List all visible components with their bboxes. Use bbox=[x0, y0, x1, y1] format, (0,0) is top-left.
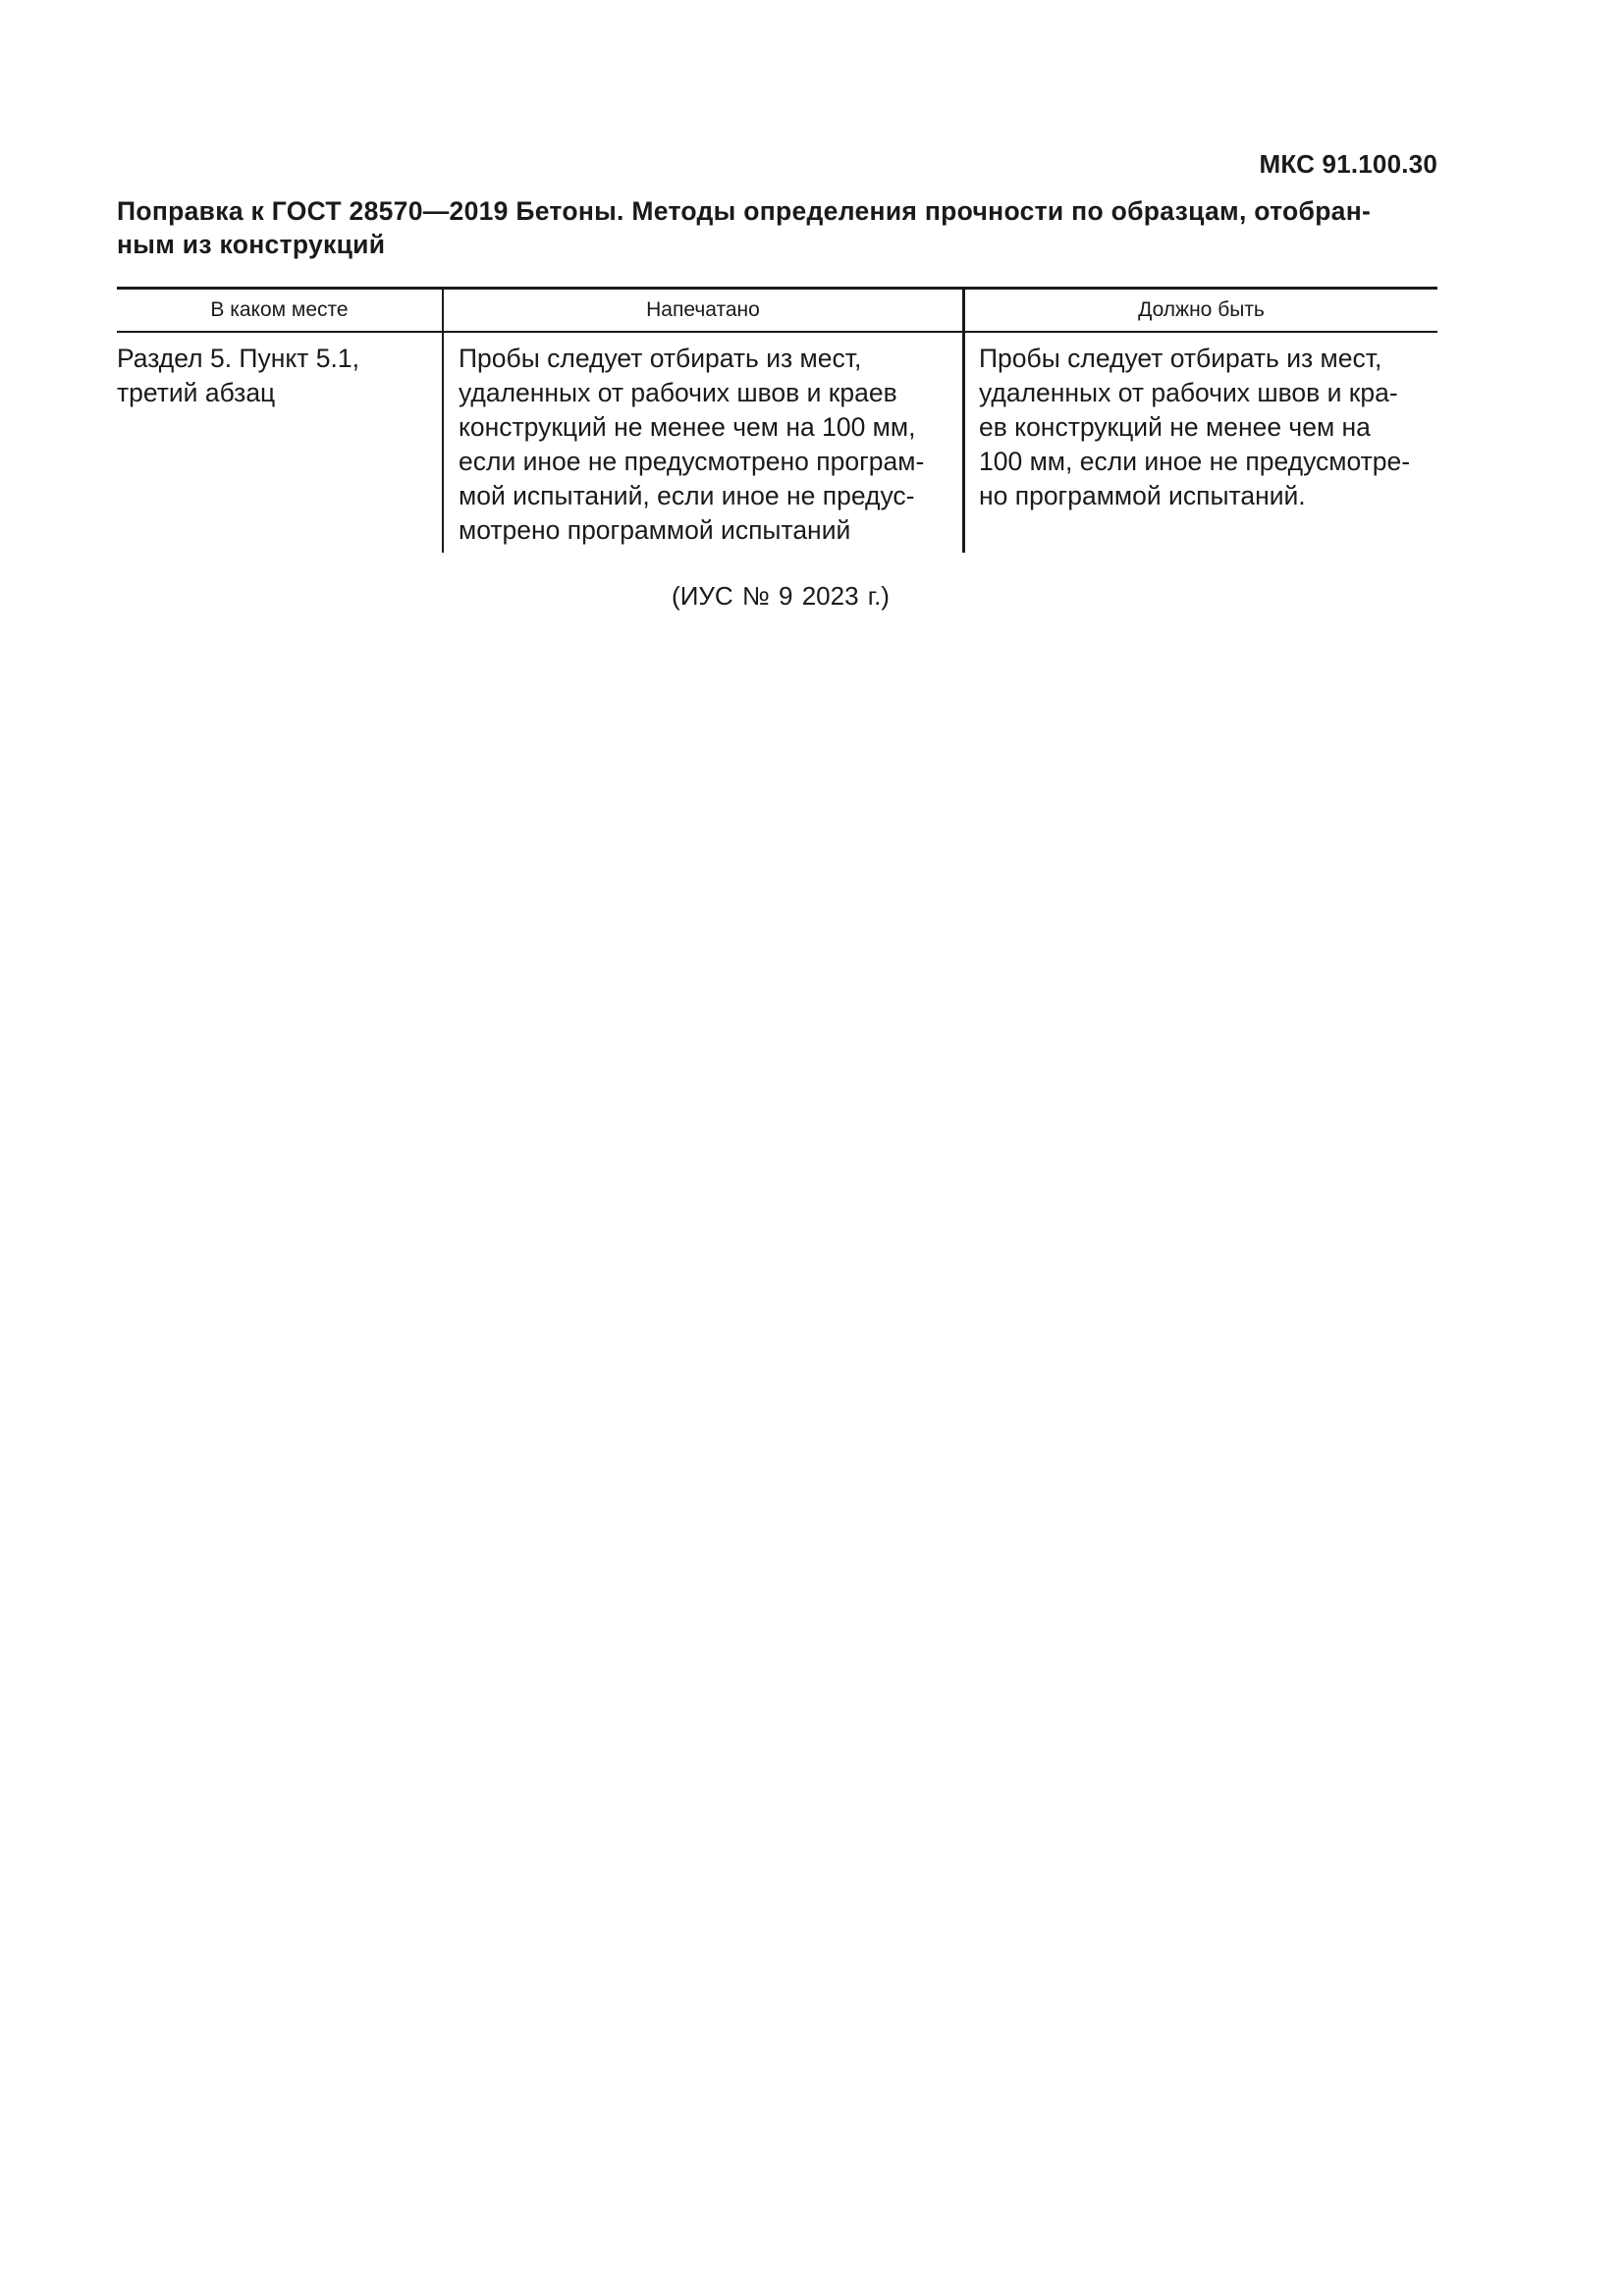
column-header-printed: Напечатано bbox=[646, 298, 760, 321]
table-header-rule bbox=[117, 331, 1437, 333]
document-title: Поправка к ГОСТ 28570—2019 Бетоны. Методы определения прочности по образцам, отобран- ным из конструкций bbox=[117, 196, 1372, 259]
mks-code: МКС 91.100.30 bbox=[1259, 149, 1437, 179]
cell-location: Раздел 5. Пункт 5.1, третий абзац bbox=[117, 344, 359, 407]
cell-printed: Пробы следует отбирать из мест, удаленных от рабочих швов и краев конструкций не менее чем на 100 мм, если иное не предусмотрено програм- мой испытаний, если иное не предус- мотрено программой испытаний bbox=[459, 344, 925, 545]
cell-should-be: Пробы следует отбирать из мест, удаленных от рабочих швов и кра- ев конструкций не менее чем на 100 мм, если иное не предусмотре- но программой испытаний. bbox=[979, 344, 1411, 510]
column-header-should-be: Должно быть bbox=[1138, 298, 1265, 321]
source-reference: (ИУС № 9 2023 г.) bbox=[672, 581, 890, 611]
column-header-location: В каком месте bbox=[210, 298, 349, 321]
